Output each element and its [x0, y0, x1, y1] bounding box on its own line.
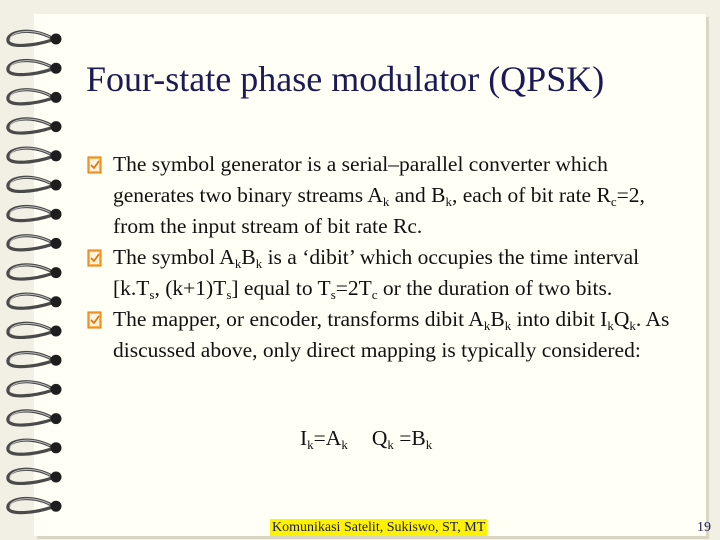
- footer-text: Komunikasi Satelit, Sukiswo, ST, MT: [272, 520, 486, 535]
- bullet-text: The symbol $A_kB_k$ is a ‘dibit’ which occupies the time interval [$k.T_s$, $(k+1)T_s$] equal to $T_s=2T_c$ or the duration of two bits.: [113, 245, 640, 302]
- spiral-binding-icon: [0, 0, 80, 540]
- bullet-item: [86, 149, 676, 242]
- notebook-checkmark-icon: [86, 156, 104, 174]
- page-number: 19: [697, 520, 711, 535]
- notebook-checkmark-icon: [86, 249, 104, 267]
- bullet-list: [86, 149, 676, 366]
- slide-title: Four-state phase modulator (QPSK): [86, 59, 605, 99]
- notebook-checkmark-icon: [86, 311, 104, 329]
- bullet-item: [86, 304, 676, 366]
- mapping-formula: $I_k=A_k$ $Q_k =B_k$: [300, 426, 433, 452]
- bullet-item: [86, 242, 676, 304]
- bullet-text: The symbol generator is a serial–parallel converter which generates two binary streams $A_k$ and $B_k$, each of bit rate $R_c=2$, from the input stream of bit rate Rc.: [113, 152, 645, 238]
- bullet-text: The mapper, or encoder, transforms dibit $A_kB_k$ into dibit $I_kQ_k$. As discussed above, only direct mapping is typically considered:: [113, 307, 670, 362]
